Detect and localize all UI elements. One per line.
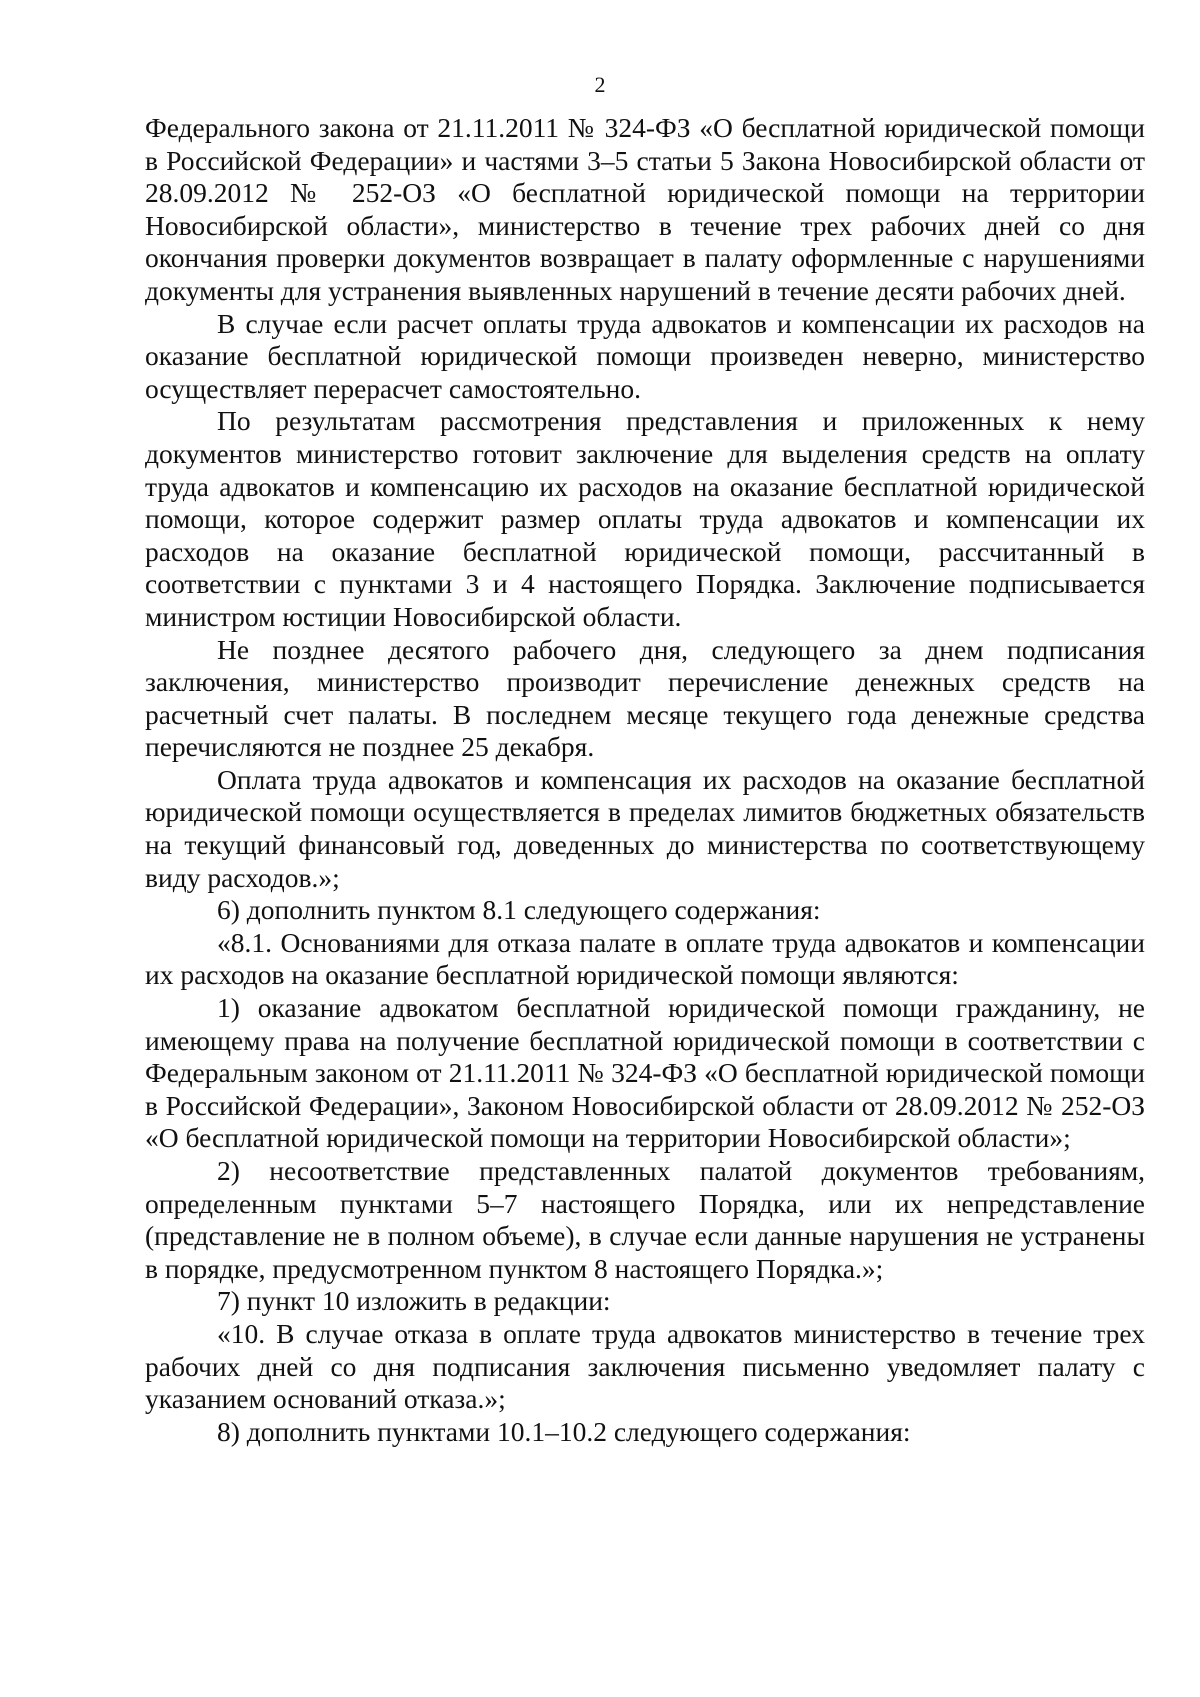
paragraph-conclusion: По результатам рассмотрения представления и приложенных к нему документов министерство готовит заключение для выделения средств на оплату труда адвокатов и компенсацию их расходов на оказание бесплатной юридической помощи, которое содержит размер оплаты труда адвокатов и компенсации их расходов на оказание бесплатной юридической помощи, рассчитанный в соответствии с пунктами 3 и 4 настоящего Порядка. Заключение подписывается министром юстиции Новосибирской области.	[145, 405, 1145, 632]
paragraph-budget-limits: Оплата труда адвокатов и компенсация их расходов на оказание бесплатной юридической помощи осуществляется в пределах лимитов бюджетных обязательств на текущий финансовый год, доведенных до министерства по соответствующему виду расходов.»;	[145, 763, 1145, 893]
paragraph-refusal-ground-2: 2) несоответствие представленных палатой документов требованиям, определенным пунктами 5–7 настоящего Порядка, или их непредставление (представление не в полном объеме), в случае если данные нарушения не устранены в порядке, предусмотренном пунктом 8 настоящего Порядка.»;	[145, 1155, 1145, 1284]
paragraph-item-8: 8) дополнить пунктами 10.1–10.2 следующего содержания:	[217, 1415, 911, 1447]
document-body	[145, 112, 1145, 1448]
paragraph-federal-law-reference: Федерального закона от 21.11.2011 № 324-ФЗ «О бесплатной юридической помощи в Российской Федерации» и частями 3–5 статьи 5 Закона Новосибирской области от 28.09.2012 № 252-ОЗ «О бесплатной юридической помощи на территории Новосибирской области», министерство в течение трех рабочих дней со дня окончания проверки документов возвращает в палату оформленные с нарушениями документы для устранения выявленных нарушений в течение десяти рабочих дней.	[145, 112, 1145, 306]
paragraph-item-7: 7) пункт 10 изложить в редакции:	[217, 1285, 611, 1317]
paragraph-refusal-ground-1: 1) оказание адвокатом бесплатной юридической помощи гражданину, не имеющему права на получение бесплатной юридической помощи в соответствии с Федеральным законом от 21.11.2011 № 324-ФЗ «О бесплатной юридической помощи в Российской Федерации», Законом Новосибирской области от 28.09.2012 № 252-ОЗ «О бесплатной юридической помощи на территории Новосибирской области»;	[145, 992, 1145, 1154]
paragraph-transfer-deadline: Не позднее десятого рабочего дня, следующего за днем подписания заключения, министерство производит перечисление денежных средств на расчетный счет палаты. В последнем месяце текущего года денежные средства перечисляются не позднее 25 декабря.	[145, 633, 1145, 763]
paragraph-recalculation: В случае если расчет оплаты труда адвокатов и компенсации их расходов на оказание бесплатной юридической помощи произведен неверно, министерство осуществляет перерасчет самостоятельно.	[145, 307, 1145, 404]
paragraph-clause-10: «10. В случае отказа в оплате труда адвокатов министерство в течение трех рабочих дней со дня подписания заключения письменно уведомляет палату с указанием оснований отказа.»;	[145, 1317, 1145, 1415]
paragraph-clause-8-1: «8.1. Основаниями для отказа палате в оплате труда адвокатов и компенсации их расходов на оказание бесплатной юридической помощи являются:	[145, 926, 1145, 991]
page-number: 2	[594, 72, 606, 97]
paragraph-item-6: 6) дополнить пунктом 8.1 следующего содержания:	[217, 894, 821, 926]
